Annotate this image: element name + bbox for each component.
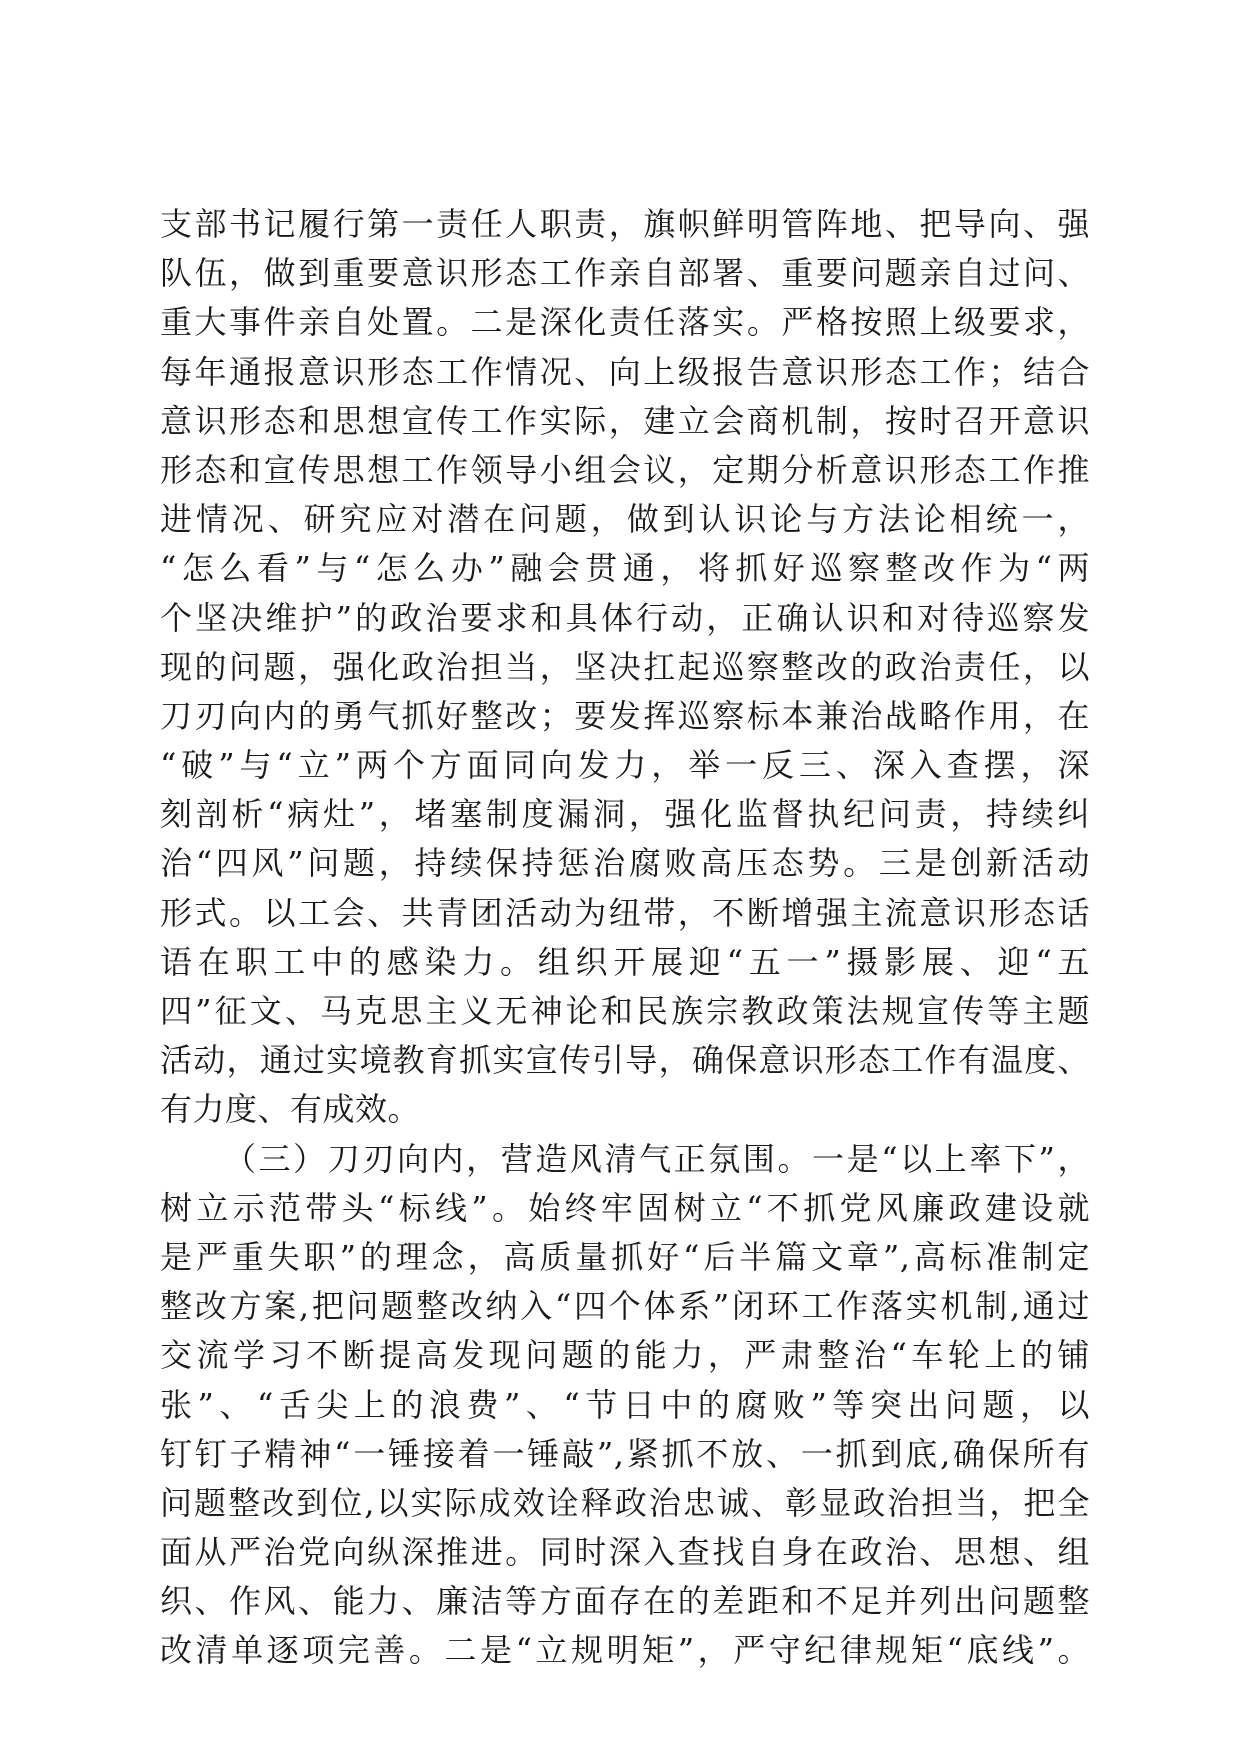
section-heading-line: （三）刀刃向内，营造风清气正氛围。一是“以上率下”， bbox=[224, 1139, 1090, 1178]
text-line: 问题整改到位,以实际成效诠释政治忠诚、彰显政治担当，把全 bbox=[160, 1483, 1090, 1522]
text-line: 队伍，做到重要意识形态工作亲自部署、重要问题亲自过问、 bbox=[160, 254, 1090, 293]
text-line: 语在职工中的感染力。组织开展迎“五一”摄影展、迎“五 bbox=[160, 942, 1090, 981]
text-line: 形式。以工会、共青团活动为纽带，不断增强主流意识形态话 bbox=[160, 893, 1090, 932]
text-line: 刀刃向内的勇气抓好整改；要发挥巡察标本兼治战略作用，在 bbox=[160, 696, 1090, 735]
text-line: 重大事件亲自处置。二是深化责任落实。严格按照上级要求， bbox=[160, 303, 1090, 342]
text-line: 刻剖析“病灶”，堵塞制度漏洞，强化监督执纪问责，持续纠 bbox=[160, 795, 1090, 834]
text-line: 四”征文、马克思主义无神论和民族宗教政策法规宣传等主题 bbox=[160, 992, 1090, 1030]
text-line: 是严重失职”的理念，高质量抓好“后半篇文章”,高标准制定 bbox=[160, 1237, 1090, 1276]
text-line: “怎么看”与“怎么办”融会贯通，将抓好巡察整改作为“两 bbox=[160, 549, 1090, 588]
text-line: 每年通报意识形态工作情况、向上级报告意识形态工作；结合 bbox=[160, 352, 1090, 391]
paragraph-end-line: 有力度、有成效。 bbox=[160, 1090, 421, 1129]
text-line: 面从严治党向纵深推进。同时深入查找自身在政治、思想、组 bbox=[160, 1533, 1090, 1572]
text-line: 意识形态和思想宣传工作实际，建立会商机制，按时召开意识 bbox=[160, 401, 1090, 440]
text-line: 进情况、研究应对潜在问题，做到认识论与方法论相统一， bbox=[160, 500, 1090, 539]
text-line: 张”、“舌尖上的浪费”、“节日中的腐败”等突出问题，以 bbox=[160, 1385, 1090, 1424]
text-line: 现的问题，强化政治担当，坚决扛起巡察整改的政治责任，以 bbox=[160, 647, 1090, 686]
text-line: 织、作风、能力、廉洁等方面存在的差距和不足并列出问题整 bbox=[160, 1582, 1090, 1621]
text-line: 形态和宣传思想工作领导小组会议，定期分析意识形态工作推 bbox=[160, 450, 1090, 489]
text-line: 交流学习不断提高发现问题的能力，严肃整治“车轮上的铺 bbox=[160, 1336, 1090, 1375]
body-text bbox=[160, 200, 1090, 1676]
text-line: 活动，通过实境教育抓实宣传引导，确保意识形态工作有温度、 bbox=[160, 1041, 1090, 1080]
text-line: “破”与“立”两个方面同向发力，举一反三、深入查摆，深 bbox=[160, 746, 1090, 785]
text-line: 个坚决维护”的政治要求和具体行动，正确认识和对待巡察发 bbox=[160, 598, 1090, 637]
text-line: 钉钉子精神“一锤接着一锤敲”,紧抓不放、一抓到底,确保所有 bbox=[160, 1434, 1090, 1473]
text-line: 整改方案,把问题整改纳入“四个体系”闭环工作落实机制,通过 bbox=[160, 1287, 1090, 1326]
text-line: 治“四风”问题，持续保持惩治腐败高压态势。三是创新活动 bbox=[160, 844, 1090, 883]
text-line: 改清单逐项完善。二是“立规明矩”，严守纪律规矩“底线”。 bbox=[160, 1631, 1090, 1670]
text-line: 树立示范带头“标线”。始终牢固树立“不抓党风廉政建设就 bbox=[160, 1188, 1090, 1227]
text-line: 支部书记履行第一责任人职责，旗帜鲜明管阵地、把导向、强 bbox=[160, 205, 1090, 243]
